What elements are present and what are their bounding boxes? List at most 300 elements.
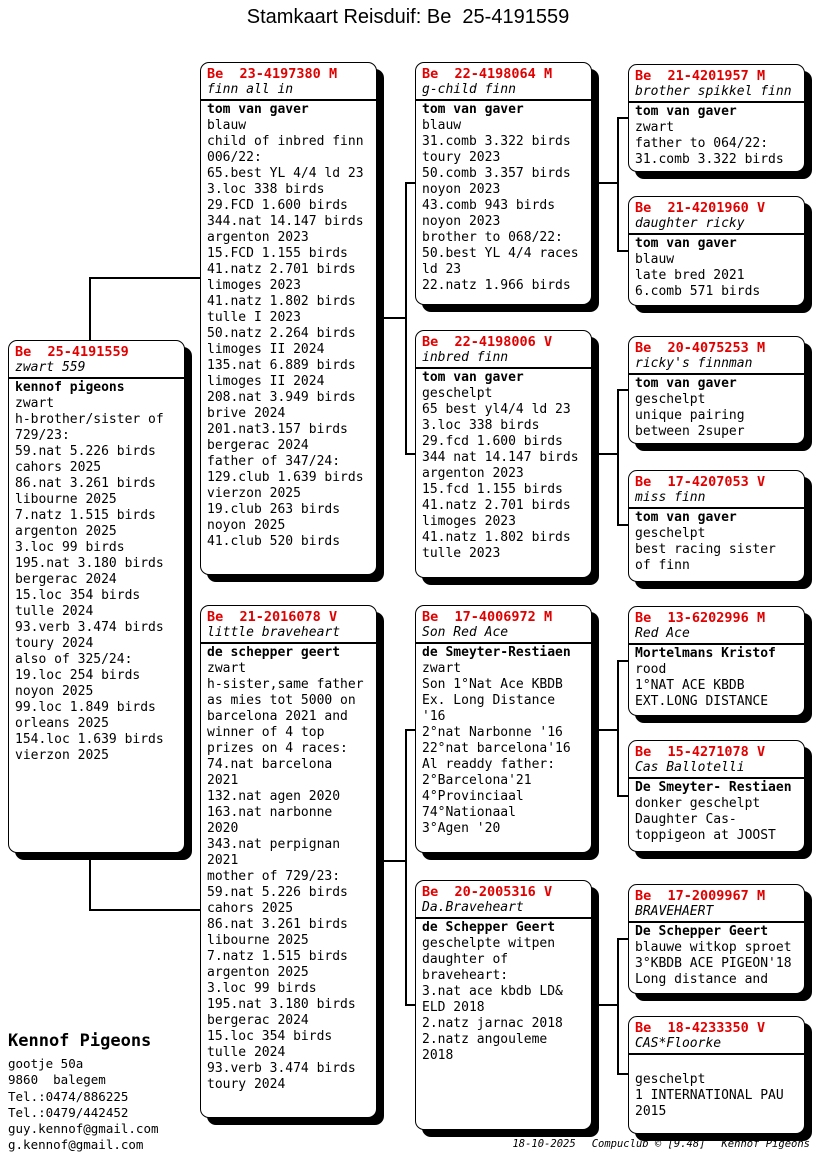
pedigree-box-mgm-f[interactable] — [628, 884, 805, 994]
connector-line — [89, 277, 202, 279]
pedigree-box-pgm-m[interactable] — [628, 470, 805, 582]
achievement-line: blauw — [207, 118, 247, 133]
achievement-line: 7.natz 1.515 birds — [15, 508, 156, 523]
box-body — [629, 235, 804, 300]
achievement-line: 7.natz 1.515 birds — [207, 949, 348, 964]
sex-letter: V — [328, 609, 338, 625]
ring-number — [207, 609, 370, 625]
achievement-line: 2.natz jarnac 2018 — [422, 1016, 563, 1031]
owner-name: De Smeyter- Restiaen — [635, 780, 792, 795]
pedigree-box-mgm[interactable] — [415, 880, 592, 1130]
achievement-line: brive 2024 — [207, 406, 286, 421]
achievement-line: 2°Barcelona'21 — [422, 773, 532, 788]
achievement-line: h-sister,same father — [207, 677, 364, 692]
ring-digits: 21-4201957 — [667, 68, 749, 84]
achievement-line: Daughter Cas- — [635, 812, 737, 827]
achievement-line: 59.nat 5.226 birds — [15, 444, 156, 459]
pigeon-name: CAS*Floorke — [635, 1036, 722, 1051]
achievement-line: mother of 729/23: — [207, 869, 341, 884]
achievement-line: 50.comb 3.357 birds — [422, 166, 571, 181]
box-header — [629, 1020, 804, 1055]
achievement-line: 729/23: — [15, 428, 70, 443]
achievement-line: cahors 2025 — [15, 460, 102, 475]
owner-name: tom van gaver — [207, 102, 309, 117]
ring-prefix: Be — [422, 334, 439, 350]
achievement-line: 2018 — [422, 1048, 454, 1063]
contact-line: Tel.:0479/442452 — [8, 1104, 129, 1120]
connector-line — [617, 389, 619, 526]
owner-name: tom van gaver — [635, 236, 737, 251]
achievement-line: 6.comb 571 birds — [635, 284, 761, 299]
ring-prefix: Be — [15, 344, 32, 360]
sex-letter: V — [756, 1020, 766, 1036]
ring-digits: 23-4197380 — [239, 66, 321, 82]
connector-line — [592, 729, 619, 731]
connector-line — [377, 860, 407, 862]
achievement-line: 129.club 1.639 birds — [207, 470, 364, 485]
achievement-line: argenton 2023 — [422, 466, 524, 481]
achievement-line: 74°Nationaal — [422, 805, 516, 820]
ring-digits: 18-4233350 — [667, 1020, 749, 1036]
achievement-line: limoges 2023 — [207, 278, 301, 293]
owner-name: kennof pigeons — [15, 380, 125, 395]
ring-prefix: Be — [207, 66, 224, 82]
pedigree-box-father[interactable] — [200, 62, 377, 575]
box-body — [629, 645, 804, 710]
box-header — [629, 888, 804, 923]
contact-line: gootje 50a — [8, 1056, 84, 1071]
box-body — [416, 369, 591, 562]
achievement-line: 59.nat 5.226 birds — [207, 885, 348, 900]
ring-prefix: Be — [635, 200, 652, 216]
achievement-line: 50.best YL 4/4 races — [422, 246, 579, 261]
achievement-line: argenton 2025 — [207, 965, 309, 980]
achievement-line: noyon 2025 — [15, 684, 94, 699]
pigeon-name: Cas Ballotelli — [635, 760, 745, 775]
achievement-line: 3.loc 338 birds — [422, 418, 540, 433]
contact-lines — [8, 1056, 159, 1154]
connector-line — [89, 277, 91, 342]
achievement-line: winner of 4 top — [207, 725, 325, 740]
achievement-line: 2.natz angouleme — [422, 1032, 548, 1047]
ring-digits: 20-2005316 — [454, 884, 536, 900]
achievement-line: 208.nat 3.949 birds — [207, 390, 356, 405]
connector-line — [592, 182, 619, 184]
pedigree-box-pgf[interactable] — [415, 62, 592, 305]
achievement-line: geschelpt — [422, 386, 493, 401]
achievement-line: limoges II 2024 — [207, 374, 325, 389]
box-header — [629, 340, 804, 375]
achievement-line: 93.verb 3.474 birds — [15, 620, 164, 635]
page-title: Stamkaart Reisduif: Be 25-4191559 — [246, 6, 570, 28]
ring-prefix: Be — [635, 744, 652, 760]
achievement-line: zwart — [15, 396, 55, 411]
achievement-line: 65.best YL 4/4 ld 23 — [207, 166, 364, 181]
connector-line — [377, 317, 407, 319]
achievement-line: 344 nat 14.147 birds — [422, 450, 579, 465]
achievement-line: best racing sister — [635, 542, 776, 557]
ring-number — [422, 884, 585, 900]
achievement-line: 2°nat Narbonne '16 — [422, 725, 563, 740]
ring-prefix: Be — [635, 610, 652, 626]
box-header — [629, 474, 804, 509]
connector-line — [617, 938, 619, 1075]
contact-block — [8, 1030, 159, 1154]
ring-prefix: Be — [422, 884, 439, 900]
owner-name: tom van gaver — [422, 102, 524, 117]
achievement-line: 29.FCD 1.600 birds — [207, 198, 348, 213]
pigeon-name: inbred finn — [422, 350, 509, 365]
achievement-line: 50.natz 2.264 birds — [207, 326, 356, 341]
pedigree-box-mgf-m[interactable] — [628, 740, 805, 852]
achievement-line: toury 2023 — [422, 150, 501, 165]
ring-digits: 21-4201960 — [667, 200, 749, 216]
pigeon-name: g-child finn — [422, 82, 516, 97]
achievement-line: 19.loc 254 birds — [15, 668, 141, 683]
achievement-line: 2021 — [207, 773, 239, 788]
pedigree-box-pgm-f[interactable] — [628, 336, 805, 444]
achievement-line: braveheart: — [422, 968, 509, 983]
pigeon-name: daughter ricky — [635, 216, 745, 231]
box-header — [201, 609, 376, 644]
box-body — [416, 644, 591, 837]
pigeon-name: finn all in — [207, 82, 294, 97]
ring-digits: 22-4198006 — [454, 334, 536, 350]
achievement-line: 135.nat 6.889 birds — [207, 358, 356, 373]
achievement-line: 3.loc 99 birds — [207, 981, 317, 996]
sex-letter: V — [756, 200, 766, 216]
owner-name — [635, 1056, 798, 1072]
ring-number — [635, 340, 798, 356]
achievement-line: 343.nat perpignan — [207, 837, 341, 852]
owner-name: tom van gaver — [635, 376, 737, 391]
pedigree-box-pgm[interactable] — [415, 330, 592, 578]
achievement-line: 41.natz 1.802 birds — [207, 294, 356, 309]
achievement-line: 3°KBDB ACE PIGEON'18 — [635, 956, 792, 971]
achievement-line: 29.fcd 1.600 birds — [422, 434, 563, 449]
achievement-line: limoges II 2024 — [207, 342, 325, 357]
achievement-line: blauw — [422, 118, 462, 133]
achievement-line: 4°Provinciaal — [422, 789, 524, 804]
achievement-line: 31.comb 3.322 birds — [635, 152, 784, 167]
achievement-line: 31.comb 3.322 birds — [422, 134, 571, 149]
ring-number — [422, 609, 585, 625]
achievement-line: Long distance and — [635, 972, 769, 987]
achievement-line: 15.FCD 1.155 birds — [207, 246, 348, 261]
achievement-line: vierzon 2025 — [207, 486, 301, 501]
achievement-line: 22°nat barcelona'16 — [422, 741, 571, 756]
footer-program: Compuclub © [9.48] — [591, 1138, 706, 1150]
ring-prefix: Be — [635, 888, 652, 904]
connector-line — [617, 660, 619, 797]
achievement-line: Al readdy father: — [422, 757, 556, 772]
achievement-line: unique pairing — [635, 408, 745, 423]
sex-letter: M — [543, 66, 553, 82]
achievement-line: 22.natz 1.966 birds — [422, 278, 571, 293]
connector-line — [405, 182, 407, 455]
box-header — [201, 66, 376, 101]
achievement-line: blauw — [635, 252, 675, 267]
contact-line: Tel.:0474/886225 — [8, 1088, 129, 1104]
box-header — [416, 884, 591, 919]
pedigree-box-mgf-f[interactable] — [628, 606, 805, 716]
achievement-line: 3.loc 99 birds — [15, 540, 125, 555]
achievement-line: h-brother/sister of — [15, 412, 164, 427]
sex-letter: V — [756, 744, 766, 760]
achievement-line: 006/22: — [207, 150, 262, 165]
ring-digits: 15-4271078 — [667, 744, 749, 760]
achievement-line: 43.comb 943 birds — [422, 198, 556, 213]
box-body — [416, 919, 591, 1064]
ring-number — [635, 610, 798, 626]
sex-letter: V — [543, 334, 553, 350]
pigeon-name: little braveheart — [207, 625, 341, 640]
ring-digits: 22-4198064 — [454, 66, 536, 82]
achievement-line: bergerac 2024 — [207, 1013, 309, 1028]
connector-line — [89, 909, 202, 911]
achievement-line: vierzon 2025 — [15, 748, 109, 763]
achievement-line: father of 347/24: — [207, 454, 341, 469]
pigeon-name: ricky's finnman — [635, 356, 753, 371]
achievement-line: also of 325/24: — [15, 652, 133, 667]
sex-letter: M — [756, 340, 766, 356]
ring-prefix: Be — [635, 68, 652, 84]
contact-line: guy.kennof@gmail.com — [8, 1121, 159, 1137]
sex-letter: M — [756, 888, 766, 904]
ring-number — [635, 200, 798, 216]
achievement-line: geschelpt — [635, 526, 706, 541]
achievement-line: tulle I 2023 — [207, 310, 301, 325]
pigeon-name: Red Ace — [635, 626, 690, 641]
achievement-line: orleans 2025 — [15, 716, 109, 731]
box-body — [629, 509, 804, 574]
box-header — [9, 344, 184, 379]
achievement-line: barcelona 2021 and — [207, 709, 348, 724]
owner-name: de Schepper Geert — [422, 920, 556, 935]
achievement-line: 3°Agen '20 — [422, 821, 501, 836]
achievement-line: rood — [635, 662, 667, 677]
achievement-line: 41.club 520 birds — [207, 534, 341, 549]
achievement-line: noyon 2025 — [207, 518, 286, 533]
pigeon-name: Son Red Ace — [422, 625, 509, 640]
connector-line — [617, 117, 619, 252]
achievement-line: 86.nat 3.261 birds — [15, 476, 156, 491]
ring-digits: 20-4075253 — [667, 340, 749, 356]
ring-number — [635, 474, 798, 490]
achievement-line: toury 2024 — [15, 636, 94, 651]
ring-number — [207, 66, 370, 82]
ring-digits: 17-4006972 — [454, 609, 536, 625]
ring-digits: 21-2016078 — [239, 609, 321, 625]
achievement-line: blauwe witkop sproet — [635, 940, 792, 955]
achievement-line: 74.nat barcelona — [207, 757, 333, 772]
achievement-line: 1 INTERNATIONAL PAU — [635, 1088, 784, 1103]
connector-line — [89, 853, 91, 911]
box-body — [201, 644, 376, 1093]
pigeon-name: brother spikkel finn — [635, 84, 792, 99]
achievement-line: EXT.LONG DISTANCE — [635, 694, 769, 709]
box-header — [629, 68, 804, 103]
achievement-line: 1°NAT ACE KBDB — [635, 678, 745, 693]
achievement-line: argenton 2023 — [207, 230, 309, 245]
owner-name: Mortelmans Kristof — [635, 646, 776, 661]
ring-digits: 17-2009967 — [667, 888, 749, 904]
achievement-line: Ex. Long Distance — [422, 693, 556, 708]
achievement-line: noyon 2023 — [422, 214, 501, 229]
achievement-line: 344.nat 14.147 birds — [207, 214, 364, 229]
achievement-line: tulle 2024 — [15, 604, 94, 619]
achievement-line: 195.nat 3.180 birds — [15, 556, 164, 571]
ring-number — [422, 334, 585, 350]
ring-number — [635, 888, 798, 904]
achievement-line: geschelpt — [635, 392, 706, 407]
achievement-line: noyon 2023 — [422, 182, 501, 197]
pigeon-name: BRAVEHAERT — [635, 904, 714, 919]
footer-loft: Kennof Pigeons — [721, 1138, 810, 1150]
achievement-line: zwart — [635, 120, 675, 135]
achievement-line: 65 best yl4/4 ld 23 — [422, 402, 571, 417]
achievement-line: ELD 2018 — [422, 1000, 485, 1015]
pedigree-box-mgf[interactable] — [415, 605, 592, 853]
achievement-line: late bred 2021 — [635, 268, 745, 283]
box-body — [629, 1055, 804, 1120]
pigeon-name: Da.Braveheart — [422, 900, 524, 915]
achievement-line: 15.fcd 1.155 birds — [422, 482, 563, 497]
ring-number — [635, 1020, 798, 1036]
box-header — [416, 609, 591, 644]
sex-letter: V — [756, 474, 766, 490]
box-body — [629, 779, 804, 844]
achievement-line: brother to 068/22: — [422, 230, 563, 245]
sex-letter: M — [543, 609, 553, 625]
achievement-line: 41.natz 2.701 birds — [422, 498, 571, 513]
achievement-line: 2020 — [207, 821, 239, 836]
sex-letter: M — [756, 68, 766, 84]
achievement-line: zwart — [422, 661, 462, 676]
box-header — [629, 610, 804, 645]
ring-number — [422, 66, 585, 82]
owner-name: de schepper geert — [207, 645, 341, 660]
achievement-line: child of inbred finn — [207, 134, 364, 149]
box-body — [629, 103, 804, 168]
achievement-line: zwart — [207, 661, 247, 676]
achievement-line: father to 064/22: — [635, 136, 769, 151]
achievement-line: limoges 2023 — [422, 514, 516, 529]
achievement-line: cahors 2025 — [207, 901, 294, 916]
ring-prefix: Be — [207, 609, 224, 625]
achievement-line: 132.nat agen 2020 — [207, 789, 341, 804]
achievement-line: 41.natz 2.701 birds — [207, 262, 356, 277]
achievement-line: 19.club 263 birds — [207, 502, 341, 517]
achievement-line: prizes on 4 races: — [207, 741, 348, 756]
achievement-line: libourne 2025 — [207, 933, 309, 948]
achievement-line: tulle 2024 — [207, 1045, 286, 1060]
box-body — [201, 101, 376, 550]
ring-prefix: Be — [635, 1020, 652, 1036]
achievement-line: 99.loc 1.849 birds — [15, 700, 156, 715]
achievement-line: '16 — [422, 709, 446, 724]
ring-prefix: Be — [635, 474, 652, 490]
pigeon-name: zwart 559 — [15, 360, 86, 375]
achievement-line: 3.nat ace kbdb LD& — [422, 984, 563, 999]
box-body — [416, 101, 591, 294]
box-header — [416, 66, 591, 101]
pedigree-box-pgf-f[interactable] — [628, 64, 805, 172]
achievement-line: 163.nat narbonne — [207, 805, 333, 820]
box-body — [9, 379, 184, 764]
achievement-line: 2015 — [635, 1104, 667, 1119]
ring-prefix: Be — [422, 66, 439, 82]
owner-name: tom van gaver — [635, 104, 737, 119]
ring-prefix: Be — [635, 340, 652, 356]
owner-name: de Smeyter-Restiaen — [422, 645, 571, 660]
achievement-line: 15.loc 354 birds — [15, 588, 141, 603]
box-header — [629, 744, 804, 779]
achievement-line: ld 23 — [422, 262, 462, 277]
achievement-line: 154.loc 1.639 birds — [15, 732, 164, 747]
ring-number — [15, 344, 178, 360]
achievement-line: 86.nat 3.261 birds — [207, 917, 348, 932]
achievement-line: geschelpt — [635, 1072, 706, 1087]
achievement-line: geschelpte witpen — [422, 936, 556, 951]
connector-line — [592, 1004, 619, 1006]
achievement-line: donker geschelpt — [635, 796, 761, 811]
sex-letter: M — [328, 66, 338, 82]
footer — [512, 1138, 810, 1150]
box-body — [629, 375, 804, 440]
owner-name: tom van gaver — [422, 370, 524, 385]
achievement-line: 2021 — [207, 853, 239, 868]
achievement-line: as mies tot 5000 on — [207, 693, 356, 708]
achievement-line: 195.nat 3.180 birds — [207, 997, 356, 1012]
achievement-line: between 2super — [635, 424, 745, 439]
ring-prefix: Be — [422, 609, 439, 625]
ring-digits: 13-6202996 — [667, 610, 749, 626]
achievement-line: 93.verb 3.474 birds — [207, 1061, 356, 1076]
connector-line — [592, 453, 619, 455]
pedigree-box-mgm-m[interactable] — [628, 1016, 805, 1134]
connector-line — [405, 729, 407, 1006]
ring-number — [635, 68, 798, 84]
achievement-line: daughter of — [422, 952, 509, 967]
box-header — [629, 200, 804, 235]
achievement-line: 201.nat3.157 birds — [207, 422, 348, 437]
contact-line: 9860 balegem — [8, 1072, 106, 1088]
achievement-line: bergerac 2024 — [207, 438, 309, 453]
box-body — [629, 923, 804, 988]
box-header — [416, 334, 591, 369]
owner-name: De Schepper Geert — [635, 924, 769, 939]
ring-digits: 25-4191559 — [47, 344, 129, 360]
contact-line: g.kennof@gmail.com — [8, 1137, 144, 1153]
pedigree-box-mother[interactable] — [200, 605, 377, 1118]
achievement-line: bergerac 2024 — [15, 572, 117, 587]
achievement-line: 41.natz 1.802 birds — [422, 530, 571, 545]
achievement-line: tulle 2023 — [422, 546, 501, 561]
pedigree-box-subject[interactable] — [8, 340, 185, 853]
ring-digits: 17-4207053 — [667, 474, 749, 490]
achievement-line: libourne 2025 — [15, 492, 117, 507]
achievement-line: toury 2024 — [207, 1077, 286, 1092]
pigeon-name: miss finn — [635, 490, 706, 505]
achievement-line: of finn — [635, 558, 690, 573]
achievement-line: argenton 2025 — [15, 524, 117, 539]
sex-letter: M — [756, 610, 766, 626]
achievement-line: 3.loc 338 birds — [207, 182, 325, 197]
ring-number — [635, 744, 798, 760]
owner-name: tom van gaver — [635, 510, 737, 525]
pedigree-box-pgf-m[interactable] — [628, 196, 805, 306]
